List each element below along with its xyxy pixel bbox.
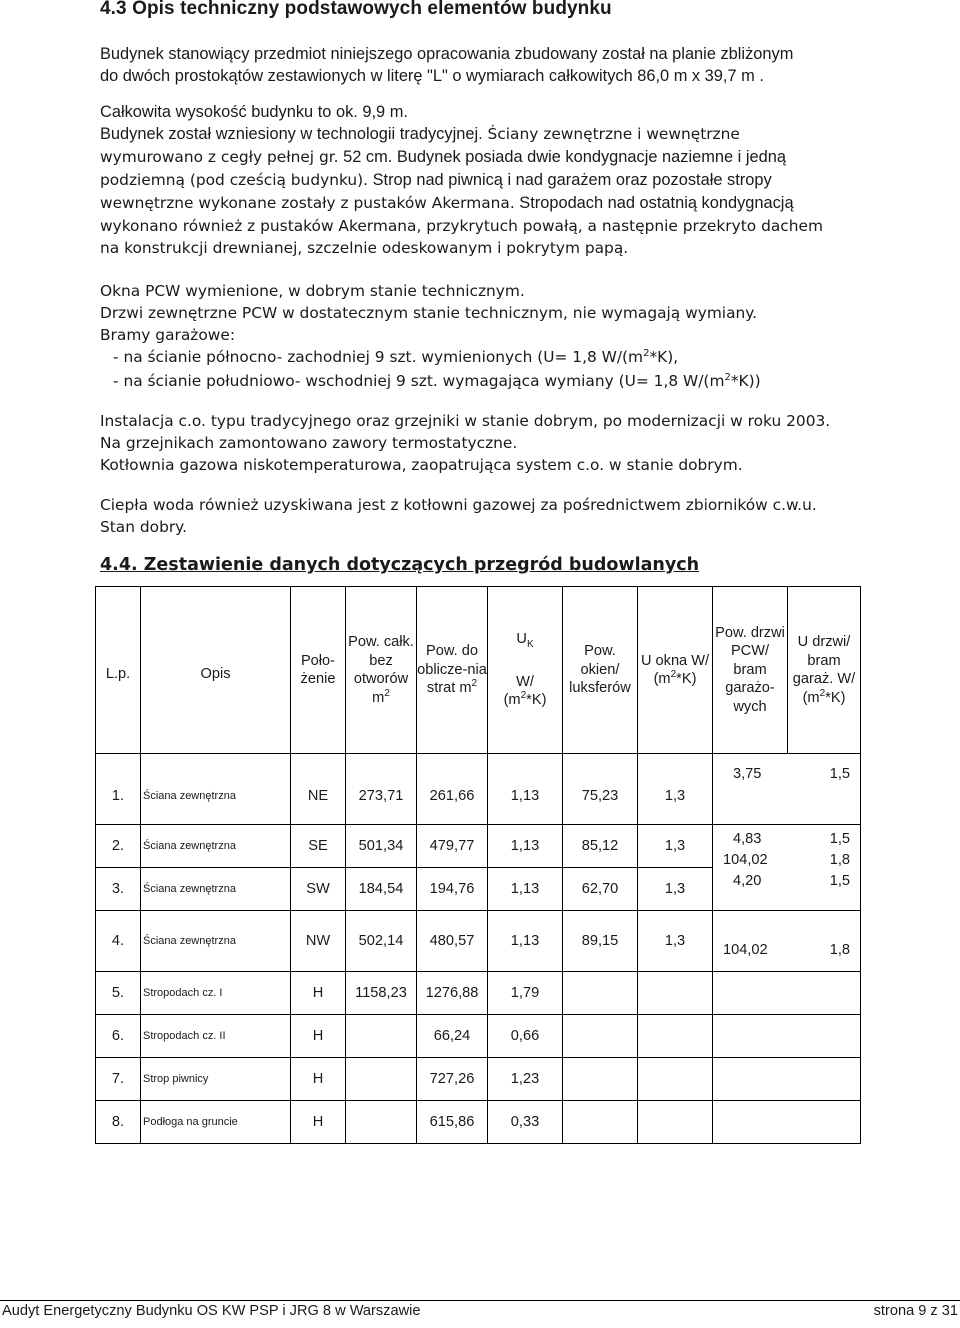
table-row (96, 972, 861, 1015)
row-pow-do: 480,57 (417, 911, 488, 972)
header-pow-do-text: Pow. do oblicze-nia strat m (417, 643, 487, 697)
row-opis: Ściana zewnętrzna (141, 825, 291, 868)
row-uk: 1,79 (488, 972, 563, 1015)
row-pow-okien (563, 1101, 638, 1144)
row-polozenie: H (291, 1015, 346, 1058)
door-area: 4,20 (733, 873, 762, 889)
intro-paragraph (100, 43, 860, 87)
section-title: 4.3 Opis techniczny podstawowych elementów budynku (100, 0, 612, 19)
door-entry (713, 829, 860, 850)
door-area: 104,02 (723, 941, 768, 958)
heating-line-3: Kotłownia gazowa niskotemperaturowa, zaopatrująca system c.o. w stanie dobrym. (100, 456, 743, 474)
row-polozenie: H (291, 1101, 346, 1144)
header-u-okna-unit: (m (653, 671, 671, 687)
row-polozenie: NW (291, 911, 346, 972)
door-area: 3,75 (733, 766, 762, 782)
intro-line-2: do dwóch prostokątów zestawionych w literę "L" o wymiarach całkowitych 86,0 m x 39,7 m . (100, 67, 764, 85)
row-pow-do: 261,66 (417, 754, 488, 825)
row-lp: 7. (96, 1058, 141, 1101)
row-pow-do: 727,26 (417, 1058, 488, 1101)
doors-line: Drzwi zewnętrzne PCW w dostatecznym stanie technicznym, nie wymagają wymiany. (100, 304, 758, 322)
row-pow-okien: 85,12 (563, 825, 638, 868)
header-pow-do (417, 587, 488, 754)
row-pow-calk (346, 1015, 417, 1058)
header-u-okna (638, 587, 713, 754)
header-u-drzwi (788, 587, 861, 754)
row-opis: Ściana zewnętrzna (141, 868, 291, 911)
header-uk-label: U (516, 631, 527, 648)
intro-line-1: Budynek stanowiący przedmiot niniejszego opracowania zbudowany został na planie zbliżonym (100, 45, 794, 63)
row-pow-okien: 75,23 (563, 754, 638, 825)
row-pow-do: 66,24 (417, 1015, 488, 1058)
header-polozenie (291, 587, 346, 754)
row-polozenie: SE (291, 825, 346, 868)
row-lp: 4. (96, 911, 141, 972)
row-lp: 6. (96, 1015, 141, 1058)
basement-text: podziemną (pod cześcią budynku). (100, 171, 369, 189)
gate-2-end: *K)) (730, 372, 761, 390)
header-pow-calk-text: Pow. całk. bez otworów m (348, 634, 414, 706)
row-uk: 1,13 (488, 825, 563, 868)
row-polozenie: H (291, 972, 346, 1015)
header-pow-okien (563, 587, 638, 754)
table-title: 4.4. Zestawienie danych dotyczących przegród budowlanych (100, 555, 700, 575)
technology-text: Budynek został wzniesiony w technologii tradycyjnej. (100, 125, 483, 143)
row-pow-okien (563, 1058, 638, 1101)
row-doors (713, 1058, 861, 1101)
table-row (96, 1015, 861, 1058)
row-opis: Ściana zewnętrzna (141, 754, 291, 825)
height-line: Całkowita wysokość budynku to ok. 9,9 m. (100, 103, 408, 121)
construction-line-5 (100, 192, 860, 215)
row-pow-do: 194,76 (417, 868, 488, 911)
header-uk-unit: W/ (516, 673, 534, 690)
construction-line-2 (100, 123, 860, 146)
walls-text: Ściany zewnętrzne i wewnętrzne (482, 125, 740, 143)
row-pow-calk: 1158,23 (346, 972, 417, 1015)
row-opis: Ściana zewnętrzna (141, 911, 291, 972)
door-u: 1,5 (829, 766, 850, 782)
row-lp: 5. (96, 972, 141, 1015)
header-uk-sup: 2 (520, 690, 527, 702)
row-doors (713, 1015, 861, 1058)
row-polozenie: H (291, 1058, 346, 1101)
row-pow-calk (346, 1101, 417, 1144)
brick-text: wymurowano z cegły pełnej gr. (100, 148, 339, 166)
table-row (96, 1058, 861, 1101)
row-doors (713, 825, 861, 911)
table-row (96, 1101, 861, 1144)
row-u-okna (638, 1015, 713, 1058)
windows-line: Okna PCW wymienione, w dobrym stanie technicznym. (100, 282, 525, 300)
door-entry (713, 764, 860, 785)
row-pow-do: 1276,88 (417, 972, 488, 1015)
footer-divider (0, 1300, 960, 1301)
row-uk: 1,13 (488, 868, 563, 911)
row-lp: 3. (96, 868, 141, 911)
row-u-okna (638, 972, 713, 1015)
row-u-okna: 1,3 (638, 911, 713, 972)
row-pow-okien (563, 1015, 638, 1058)
heating-paragraph (100, 410, 860, 476)
header-uk-sub: K (526, 638, 534, 650)
hot-water-paragraph (100, 494, 860, 538)
flat-roof-text: Stropodach nad ostatnią kondygnacją (514, 194, 794, 212)
partitions-table (95, 586, 861, 1144)
row-doors (713, 911, 861, 972)
gate-1-text: - na ścianie północno- zachodniej 9 szt. wymienionych (U= 1,8 W/(m (113, 348, 644, 366)
header-uk (488, 587, 563, 754)
row-polozenie: NE (291, 754, 346, 825)
door-area: 104,02 (723, 852, 768, 868)
row-pow-calk: 502,14 (346, 911, 417, 972)
gate-1-sup: 2 (643, 348, 650, 359)
row-lp: 2. (96, 825, 141, 868)
row-pow-do: 615,86 (417, 1101, 488, 1144)
header-u-okna-text: U okna W/ (640, 652, 710, 669)
gate-2-sup: 2 (724, 372, 731, 383)
door-entry (713, 940, 860, 961)
table-header-row (96, 587, 861, 754)
construction-line-6: wykonano również z pustaków Akermana, przykrytuch powałą, a następnie przekryto dachem (100, 217, 823, 235)
row-opis: Podłoga na gruncie (141, 1101, 291, 1144)
door-entry (713, 850, 860, 871)
header-opis: Opis (141, 587, 291, 754)
windows-doors-paragraph (100, 280, 860, 346)
row-opis: Strop piwnicy (141, 1058, 291, 1101)
header-u-okna-unit2: *K) (676, 671, 697, 687)
row-pow-okien: 62,70 (563, 868, 638, 911)
row-u-okna: 1,3 (638, 825, 713, 868)
table-row (96, 825, 861, 868)
row-opis: Stropodach cz. II (141, 1015, 291, 1058)
door-u: 1,5 (829, 873, 850, 889)
row-uk: 0,33 (488, 1101, 563, 1144)
hot-water-line-1: Ciepła woda również uzyskiwana jest z kotłowni gazowej za pośrednictwem zbiorników c.w.u. (100, 496, 817, 514)
header-polozenie-text: Poło-żenie (300, 652, 336, 687)
row-u-okna (638, 1101, 713, 1144)
door-entry (713, 871, 860, 892)
gates-title: Bramy garażowe: (100, 326, 236, 344)
table-row (96, 911, 861, 972)
row-pow-calk: 501,34 (346, 825, 417, 868)
row-uk: 1,23 (488, 1058, 563, 1101)
table-row (96, 754, 861, 825)
ceiling-text: Strop nad piwnicą i nad garażem oraz pozostałe stropy (368, 171, 772, 189)
construction-line-4 (100, 169, 860, 192)
header-pow-calk-sup: 2 (384, 687, 390, 699)
row-pow-okien (563, 972, 638, 1015)
row-uk: 0,66 (488, 1015, 563, 1058)
heating-line-2: Na grzejnikach zamontowano zawory termostatyczne. (100, 434, 518, 452)
header-pow-do-sup: 2 (471, 678, 478, 690)
row-pow-calk: 184,54 (346, 868, 417, 911)
akerman-text: wewnętrzne wykonane zostały z pustaków Akermana. (100, 194, 515, 212)
heating-line-1: Instalacja c.o. typu tradycyjnego oraz grzejniki w stanie dobrym, po modernizacji w roku 2003. (100, 412, 831, 430)
header-uk-unit2: (m (503, 692, 521, 709)
gate-2-text: - na ścianie południowo- wschodniej 9 szt. wymagająca wymiany (U= 1,8 W/(m (113, 372, 725, 390)
row-uk: 1,13 (488, 754, 563, 825)
gate-line-2 (113, 369, 873, 393)
row-pow-calk (346, 1058, 417, 1101)
gate-1-end: *K), (649, 348, 679, 366)
door-u: 1,8 (829, 852, 850, 868)
row-u-okna (638, 1058, 713, 1101)
construction-line-3 (100, 146, 860, 169)
page-number: strona 9 z 31 (873, 1303, 958, 1319)
row-opis: Stropodach cz. I (141, 972, 291, 1015)
header-pow-drzwi (713, 587, 788, 754)
storeys-text: 52 cm. Budynek posiada dwie kondygnacje naziemne i jedną (338, 148, 786, 166)
row-pow-do: 479,77 (417, 825, 488, 868)
header-u-drzwi-unit2: *K) (825, 689, 846, 706)
construction-paragraph (100, 101, 860, 259)
header-uk-unit3: *K) (526, 692, 547, 709)
row-u-okna: 1,3 (638, 868, 713, 911)
row-lp: 1. (96, 754, 141, 825)
row-doors (713, 972, 861, 1015)
row-pow-okien: 89,15 (563, 911, 638, 972)
row-u-okna: 1,3 (638, 754, 713, 825)
header-u-drzwi-unit: (m (802, 689, 820, 706)
door-u: 1,8 (829, 941, 850, 958)
hot-water-line-2: Stan dobry. (100, 518, 187, 536)
footer-title: Audyt Energetyczny Budynku OS KW PSP i JRG 8 w Warszawie (2, 1303, 421, 1319)
header-pow-calk (346, 587, 417, 754)
header-pow-okien-text: Pow. okien/ luksferów (569, 643, 631, 697)
gates-list (113, 345, 873, 393)
header-u-okna-sup: 2 (670, 669, 677, 680)
gate-line-1 (113, 345, 873, 369)
row-uk: 1,13 (488, 911, 563, 972)
door-u: 1,5 (829, 831, 850, 847)
row-doors (713, 754, 861, 825)
row-doors (713, 1101, 861, 1144)
row-lp: 8. (96, 1101, 141, 1144)
header-u-drzwi-sup: 2 (819, 687, 826, 699)
header-pow-drzwi-text: Pow. drzwi PCW/ bram garażo-wych (715, 624, 785, 715)
header-lp: L.p. (96, 587, 141, 754)
header-u-drzwi-text: U drzwi/ bram garaż. W/ (792, 634, 856, 687)
construction-line-7: na konstrukcji drewnianej, szczelnie odeskowanym i pokrytym papą. (100, 239, 629, 257)
door-area: 4,83 (733, 831, 762, 847)
row-pow-calk: 273,71 (346, 754, 417, 825)
row-polozenie: SW (291, 868, 346, 911)
